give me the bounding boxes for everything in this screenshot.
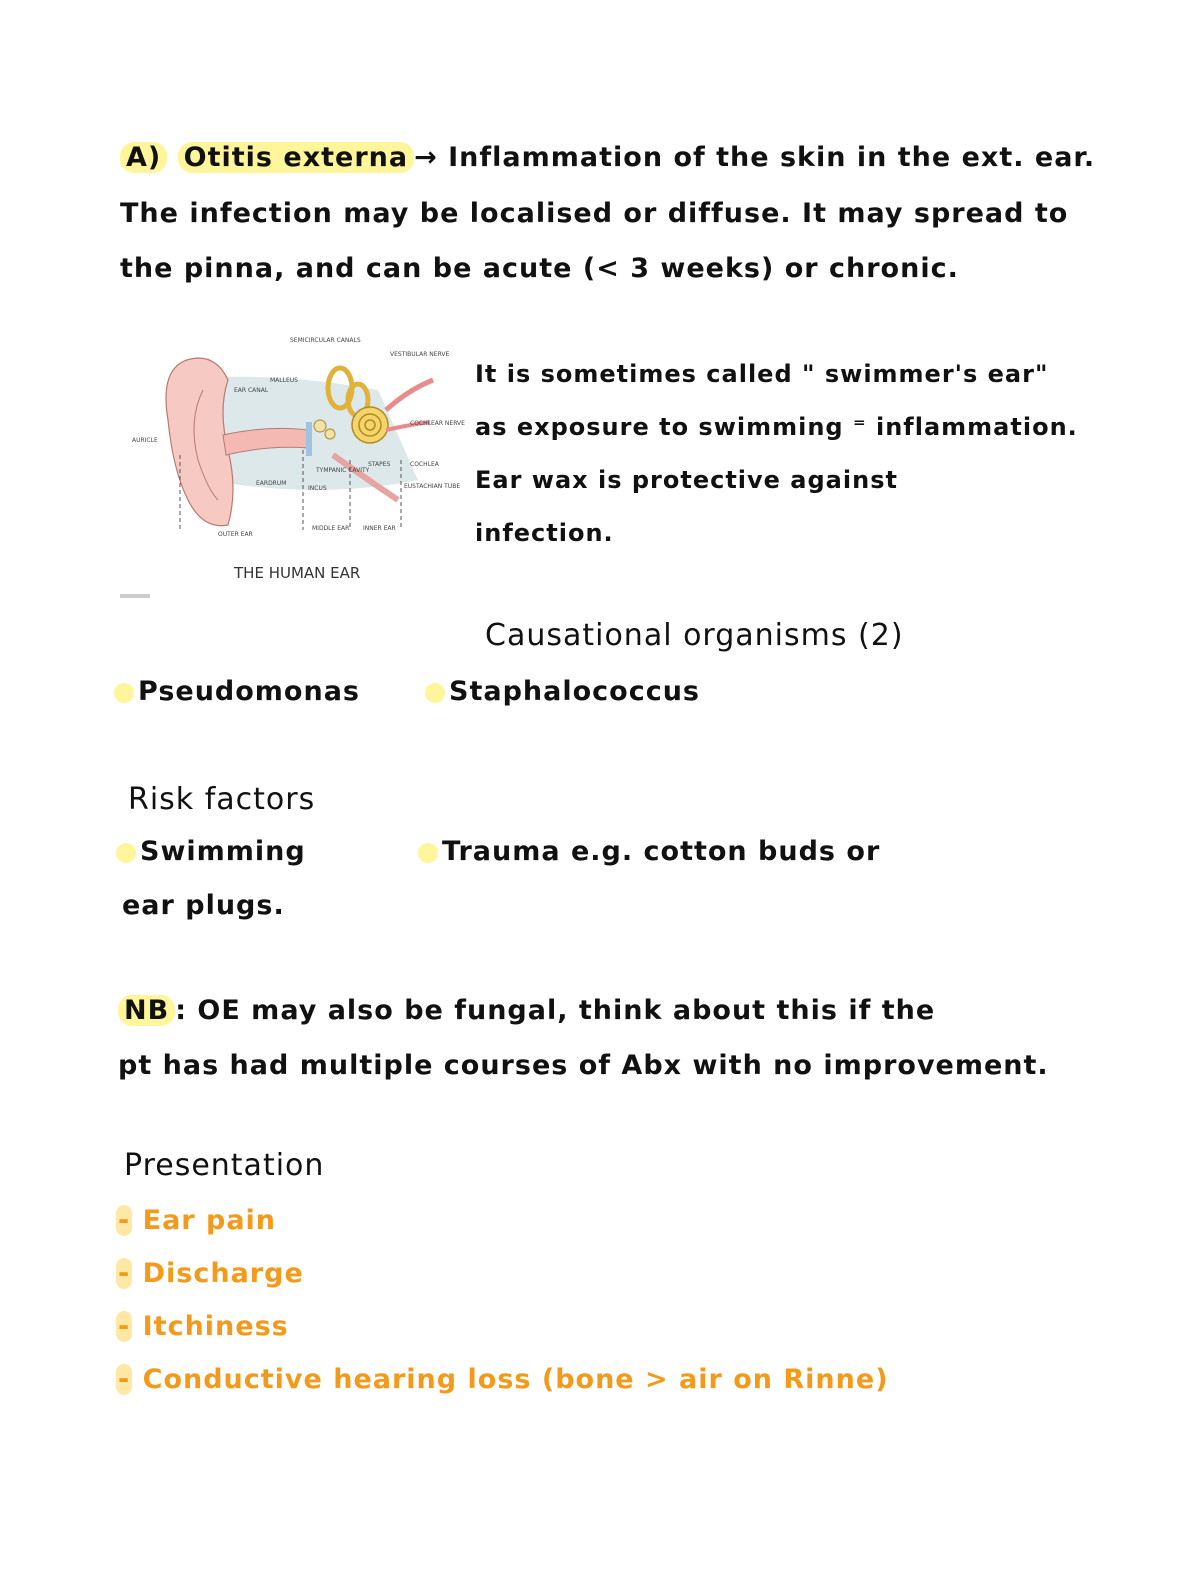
presentation-item-2	[116, 1258, 304, 1289]
presentation-item-1	[116, 1205, 276, 1236]
presentation-item-3	[116, 1311, 289, 1342]
organism-name: Pseudomonas	[138, 676, 360, 707]
label-inner-ear: INNER EAR	[363, 525, 396, 532]
term-otitis-externa: Otitis externa	[178, 142, 414, 173]
arrow: →	[414, 142, 438, 173]
dash-marker: -	[118, 1258, 131, 1289]
risk-item-1	[116, 836, 306, 867]
section-label: A)	[120, 142, 167, 173]
dash-marker: -	[118, 1311, 131, 1342]
nb-text: : OE may also be fungal, think about this if the	[175, 995, 936, 1026]
presentation-text: Conductive hearing loss (bone > air on Rinne)	[142, 1364, 889, 1395]
label-middle-ear: MIDDLE EAR	[312, 525, 350, 532]
intro-line-2: The infection may be localised or diffuse. It may spread to	[120, 198, 1069, 229]
label-cochlea: COCHLEA	[410, 461, 439, 468]
nb-line-1	[118, 995, 935, 1026]
intro-definition: Inflammation of the skin in the ext. ear.	[448, 142, 1096, 173]
bullet-dot	[116, 843, 136, 863]
bullet-dot	[418, 843, 438, 863]
presentation-heading: Presentation	[124, 1148, 325, 1183]
organism-item-2	[425, 676, 700, 707]
side-note-1: It is sometimes called " swimmer's ear"	[475, 360, 1049, 388]
label-stapes: STAPES	[368, 461, 391, 468]
nb-line-2: pt has had multiple courses of Abx with no improvement.	[118, 1050, 1049, 1081]
label-cochlear-nerve: COCHLEAR NERVE	[410, 420, 465, 427]
presentation-text: Discharge	[142, 1258, 304, 1289]
dash-marker: -	[118, 1205, 131, 1236]
label-tympanic: TYMPANIC CAVITY	[316, 467, 370, 474]
nb-label: NB	[118, 995, 175, 1026]
presentation-text: Itchiness	[142, 1311, 289, 1342]
dash-marker: -	[118, 1364, 131, 1395]
label-eustachian: EUSTACHIAN TUBE	[404, 483, 461, 490]
risk-heading: Risk factors	[128, 782, 316, 817]
risk-item-2	[418, 836, 880, 867]
organism-item-1	[114, 676, 360, 707]
side-note-2: as exposure to swimming ⁼ inflammation.	[475, 413, 1078, 441]
risk-item-2-cont: ear plugs.	[122, 890, 285, 921]
label-incus: INCUS	[308, 485, 327, 492]
diagram-title: THE HUMAN EAR	[234, 564, 361, 582]
organism-name: Staphalococcus	[449, 676, 701, 707]
label-ear-canal: EAR CANAL	[234, 387, 269, 394]
label-auricle: AURICLE	[132, 437, 158, 444]
label-semicircular: SEMICIRCULAR CANALS	[290, 337, 361, 344]
side-note-3: Ear wax is protective against	[475, 466, 898, 494]
bullet-dot	[425, 683, 445, 703]
organisms-heading: Causational organisms (2)	[485, 618, 904, 653]
risk-name: Swimming	[140, 836, 306, 867]
bullet-dot	[114, 683, 134, 703]
intro-line-3: the pinna, and can be acute (< 3 weeks) or chronic.	[120, 253, 959, 284]
risk-name: Trauma e.g. cotton buds or	[442, 836, 881, 867]
label-eardrum: EARDRUM	[256, 480, 287, 487]
intro-line-1	[120, 142, 1095, 173]
human-ear-diagram	[118, 330, 465, 600]
side-note-4: infection.	[475, 519, 614, 547]
presentation-item-4	[116, 1364, 889, 1395]
presentation-text: Ear pain	[142, 1205, 277, 1236]
label-outer-ear: OUTER EAR	[218, 531, 253, 538]
label-malleus: MALLEUS	[270, 377, 298, 384]
label-vestibular: VESTIBULAR NERVE	[390, 351, 450, 358]
